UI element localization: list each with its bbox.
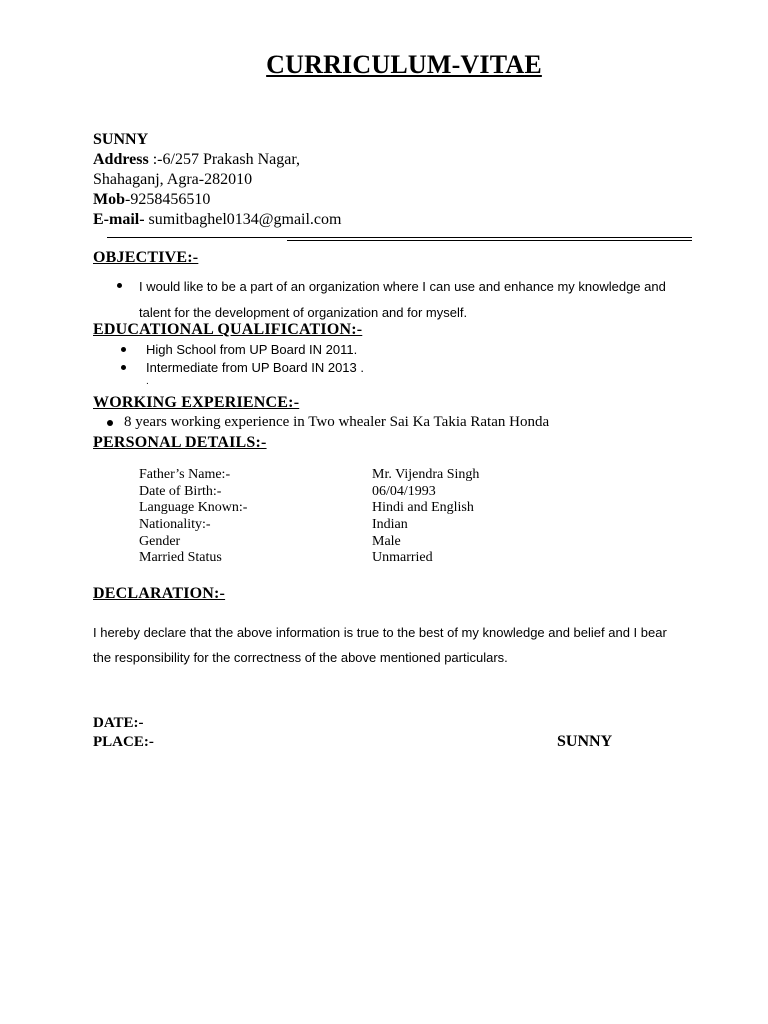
education-heading: EDUCATIONAL QUALIFICATION:- <box>93 321 363 338</box>
personal-label-father: Father’s Name:- <box>139 467 231 482</box>
experience-heading: WORKING EXPERIENCE:- <box>93 394 300 411</box>
education-bullet-1 <box>121 347 126 352</box>
personal-value-language: Hindi and English <box>372 500 474 515</box>
mobile-value: -9258456510 <box>125 191 211 208</box>
personal-value-married: Unmarried <box>372 550 433 565</box>
personal-value-gender: Male <box>372 534 401 549</box>
header-divider <box>107 237 692 238</box>
header-divider-secondary <box>287 240 692 241</box>
email-label: E-mail- <box>93 211 145 228</box>
candidate-name: SUNNY <box>93 131 149 148</box>
email-line <box>93 210 341 230</box>
personal-value-dob: 06/04/1993 <box>372 484 436 499</box>
date-label: DATE:- <box>93 715 144 731</box>
mobile-line <box>93 190 210 210</box>
objective-line-2: talent for the development of organization and for myself. <box>139 305 468 320</box>
personal-label-dob: Date of Birth:- <box>139 484 222 499</box>
email-value: sumitbaghel0134@gmail.com <box>144 211 342 228</box>
declaration-line-1: I hereby declare that the above information is true to the best of my knowledge and belief and I bear <box>93 625 667 640</box>
education-item-2: Intermediate from UP Board IN 2013 . <box>146 360 364 375</box>
education-bullet-2 <box>121 365 126 370</box>
objective-bullet <box>117 283 122 288</box>
personal-label-language: Language Known:- <box>139 500 248 515</box>
stray-dot: . <box>146 376 149 387</box>
objective-line-1: I would like to be a part of an organization where I can use and enhance my knowledge and <box>139 279 666 294</box>
personal-label-married: Married Status <box>139 550 222 565</box>
address-label: Address <box>93 151 149 168</box>
document-title: CURRICULUM-VITAE <box>266 50 542 79</box>
address-line-2: Shahaganj, Agra-282010 <box>93 171 253 188</box>
education-item-1: High School from UP Board IN 2011. <box>146 342 358 357</box>
address-value: :-6/257 Prakash Nagar, <box>148 151 301 168</box>
objective-heading: OBJECTIVE:- <box>93 249 199 266</box>
personal-value-nationality: Indian <box>372 517 408 532</box>
experience-bullet <box>107 420 113 426</box>
experience-item-1: 8 years working experience in Two whealer Sai Ka Takia Ratan Honda <box>124 414 550 430</box>
personal-heading: PERSONAL DETAILS:- <box>93 434 267 451</box>
mobile-label: Mob <box>93 191 125 208</box>
address-line-1 <box>93 150 300 170</box>
declaration-heading: DECLARATION:- <box>93 585 226 602</box>
signature-name: SUNNY <box>557 733 613 750</box>
personal-value-father: Mr. Vijendra Singh <box>372 467 480 482</box>
place-label: PLACE:- <box>93 734 154 750</box>
declaration-line-2: the responsibility for the correctness of the above mentioned particulars. <box>93 650 508 665</box>
personal-label-gender: Gender <box>139 534 181 549</box>
personal-label-nationality: Nationality:- <box>139 517 211 532</box>
